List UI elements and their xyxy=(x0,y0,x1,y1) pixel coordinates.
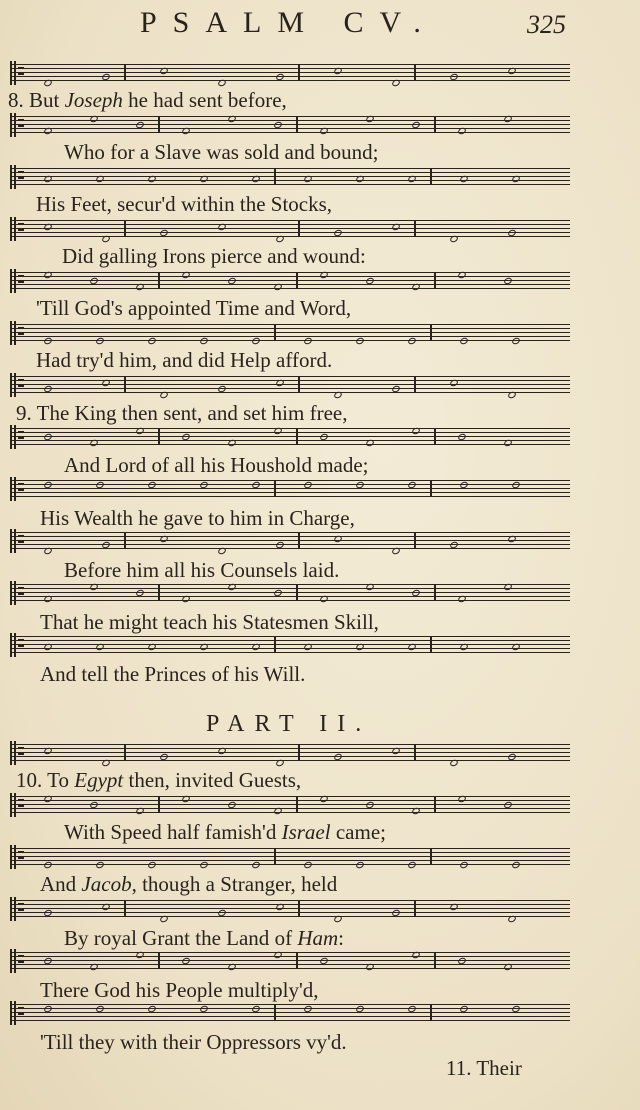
music-note xyxy=(89,583,99,592)
music-note xyxy=(333,915,343,924)
music-note xyxy=(217,79,227,88)
music-note xyxy=(459,337,469,346)
music-note xyxy=(449,379,459,388)
bar-line xyxy=(274,168,276,185)
music-note xyxy=(411,283,421,292)
music-note xyxy=(135,283,145,292)
music-note xyxy=(511,175,521,184)
music-note xyxy=(43,127,53,136)
bar-line xyxy=(434,952,436,969)
music-note xyxy=(391,223,401,232)
music-note xyxy=(511,337,521,346)
music-note xyxy=(365,115,375,124)
music-note xyxy=(391,747,401,756)
music-note xyxy=(181,795,191,804)
music-note xyxy=(507,67,517,76)
clef-icon xyxy=(10,321,26,345)
music-staff xyxy=(10,64,570,82)
music-note xyxy=(507,915,517,924)
music-note xyxy=(89,439,99,448)
music-staff xyxy=(10,1004,570,1022)
music-note xyxy=(43,223,53,232)
lyric-line: His Feet, secur'd within the Stocks, xyxy=(36,192,333,216)
lyric-line: Did galling Irons pierce and wound: xyxy=(62,244,366,268)
music-note xyxy=(449,903,459,912)
music-note xyxy=(227,583,237,592)
music-note xyxy=(275,759,285,768)
music-note xyxy=(273,427,283,436)
bar-line xyxy=(158,584,160,601)
page-header-title: PSALM CV. xyxy=(140,6,437,39)
music-staff xyxy=(10,848,570,866)
bar-line xyxy=(430,1004,432,1021)
music-note xyxy=(181,271,191,280)
music-note xyxy=(319,271,329,280)
music-note xyxy=(391,547,401,556)
bar-line xyxy=(298,900,300,917)
music-staff xyxy=(10,272,570,290)
music-note xyxy=(459,861,469,870)
bar-line xyxy=(414,376,416,393)
bar-line xyxy=(296,952,298,969)
bar-line xyxy=(158,952,160,969)
clef-icon xyxy=(10,165,26,189)
music-note xyxy=(273,283,283,292)
bar-line xyxy=(158,116,160,133)
music-staff xyxy=(10,168,570,186)
music-note xyxy=(43,861,53,870)
bar-line xyxy=(296,796,298,813)
music-note xyxy=(43,79,53,88)
bar-line xyxy=(414,220,416,237)
music-note xyxy=(95,337,105,346)
bar-line xyxy=(430,636,432,653)
bar-line xyxy=(298,220,300,237)
bar-line xyxy=(434,116,436,133)
bar-line xyxy=(296,272,298,289)
bar-line xyxy=(158,272,160,289)
bar-line xyxy=(124,532,126,549)
lyric-line: And Jacob, though a Stranger, held xyxy=(40,872,338,896)
music-note xyxy=(227,963,237,972)
music-note xyxy=(407,175,417,184)
music-note xyxy=(303,643,313,652)
clef-icon xyxy=(10,633,26,657)
clef-icon xyxy=(10,741,26,765)
bar-line xyxy=(298,376,300,393)
bar-line xyxy=(274,1004,276,1021)
music-note xyxy=(407,337,417,346)
music-note xyxy=(275,379,285,388)
bar-line xyxy=(296,584,298,601)
music-note xyxy=(43,795,53,804)
music-note xyxy=(251,175,261,184)
music-note xyxy=(273,951,283,960)
lyric-line: With Speed half famish'd Israel came; xyxy=(64,820,386,844)
section-title: PART II. xyxy=(206,711,372,737)
music-note xyxy=(503,583,513,592)
music-note xyxy=(407,861,417,870)
music-note xyxy=(411,951,421,960)
music-note xyxy=(159,391,169,400)
music-note xyxy=(199,337,209,346)
lyric-line: 10. To Egypt then, invited Guests, xyxy=(16,768,302,792)
catchword: 11. Their xyxy=(446,1056,522,1080)
music-note xyxy=(391,79,401,88)
bar-line xyxy=(298,744,300,761)
music-note xyxy=(43,747,53,756)
music-note xyxy=(355,337,365,346)
music-staff xyxy=(10,952,570,970)
music-note xyxy=(319,127,329,136)
bar-line xyxy=(430,168,432,185)
music-note xyxy=(303,861,313,870)
music-staff xyxy=(10,324,570,342)
lyric-line: 9. The King then sent, and set him free, xyxy=(16,401,348,425)
bar-line xyxy=(430,324,432,341)
music-note xyxy=(457,127,467,136)
music-note xyxy=(251,861,261,870)
bar-line xyxy=(296,116,298,133)
clef-icon xyxy=(10,529,26,553)
music-note xyxy=(459,175,469,184)
music-staff xyxy=(10,480,570,498)
music-note xyxy=(365,583,375,592)
music-note xyxy=(507,535,517,544)
music-note xyxy=(511,861,521,870)
music-note xyxy=(43,547,53,556)
bar-line xyxy=(124,220,126,237)
music-note xyxy=(89,963,99,972)
music-note xyxy=(159,915,169,924)
music-note xyxy=(135,951,145,960)
music-staff xyxy=(10,796,570,814)
clef-icon xyxy=(10,793,26,817)
music-note xyxy=(355,643,365,652)
bar-line xyxy=(124,64,126,81)
music-note xyxy=(43,595,53,604)
music-note xyxy=(89,115,99,124)
music-note xyxy=(355,175,365,184)
music-staff xyxy=(10,900,570,918)
lyric-line: By royal Grant the Land of Ham: xyxy=(64,926,344,950)
clef-icon xyxy=(10,897,26,921)
music-note xyxy=(507,391,517,400)
music-note xyxy=(135,427,145,436)
bar-line xyxy=(434,584,436,601)
music-note xyxy=(43,271,53,280)
music-note xyxy=(333,391,343,400)
music-note xyxy=(95,643,105,652)
music-staff xyxy=(10,584,570,602)
music-note xyxy=(147,175,157,184)
clef-icon xyxy=(10,425,26,449)
clef-icon xyxy=(10,949,26,973)
music-note xyxy=(319,795,329,804)
music-staff xyxy=(10,636,570,654)
music-note xyxy=(503,439,513,448)
music-note xyxy=(199,861,209,870)
lyric-line: 'Till they with their Oppressors vy'd. xyxy=(40,1030,347,1054)
music-note xyxy=(365,963,375,972)
clef-icon xyxy=(10,269,26,293)
music-note xyxy=(101,759,111,768)
lyric-line: 'Till God's appointed Time and Word, xyxy=(36,296,352,320)
music-note xyxy=(199,175,209,184)
music-note xyxy=(227,115,237,124)
bar-line xyxy=(414,64,416,81)
music-note xyxy=(511,643,521,652)
music-note xyxy=(159,535,169,544)
lyric-line: Before him all his Counsels laid. xyxy=(64,558,340,582)
bar-line xyxy=(124,376,126,393)
lyric-line: Had try'd him, and did Help afford. xyxy=(36,348,333,372)
lyric-line: 8. But Joseph he had sent before, xyxy=(8,88,287,112)
lyric-line: And tell the Princes of his Will. xyxy=(40,662,306,686)
music-note xyxy=(407,643,417,652)
bar-line xyxy=(414,744,416,761)
bar-line xyxy=(124,744,126,761)
music-note xyxy=(273,807,283,816)
music-note xyxy=(217,747,227,756)
music-note xyxy=(365,439,375,448)
bar-line xyxy=(296,428,298,445)
music-note xyxy=(217,547,227,556)
lyric-line: His Wealth he gave to him in Charge, xyxy=(40,506,355,530)
music-staff xyxy=(10,428,570,446)
music-note xyxy=(101,379,111,388)
music-note xyxy=(333,67,343,76)
music-note xyxy=(503,115,513,124)
music-note xyxy=(449,235,459,244)
music-note xyxy=(275,903,285,912)
clef-icon xyxy=(10,113,26,137)
lyric-line: And Lord of all his Houshold made; xyxy=(64,453,369,477)
clef-icon xyxy=(10,477,26,501)
music-note xyxy=(43,643,53,652)
music-note xyxy=(135,807,145,816)
music-note xyxy=(227,439,237,448)
bar-line xyxy=(274,636,276,653)
music-note xyxy=(303,175,313,184)
clef-icon xyxy=(10,61,26,85)
music-note xyxy=(43,175,53,184)
music-note xyxy=(251,643,261,652)
bar-line xyxy=(274,480,276,497)
music-note xyxy=(411,427,421,436)
music-note xyxy=(199,643,209,652)
music-note xyxy=(355,861,365,870)
music-note xyxy=(319,595,329,604)
music-note xyxy=(43,337,53,346)
bar-line xyxy=(298,64,300,81)
music-note xyxy=(503,963,513,972)
bar-line xyxy=(158,428,160,445)
music-staff xyxy=(10,116,570,134)
music-note xyxy=(95,861,105,870)
bar-line xyxy=(274,324,276,341)
clef-icon xyxy=(10,1001,26,1025)
clef-icon xyxy=(10,217,26,241)
music-note xyxy=(411,807,421,816)
music-note xyxy=(101,903,111,912)
music-note xyxy=(181,595,191,604)
clef-icon xyxy=(10,581,26,605)
bar-line xyxy=(414,900,416,917)
bar-line xyxy=(158,796,160,813)
lyric-line: That he might teach his Statesmen Skill, xyxy=(40,610,379,634)
bar-line xyxy=(434,796,436,813)
bar-line xyxy=(274,848,276,865)
music-note xyxy=(449,759,459,768)
bar-line xyxy=(298,532,300,549)
music-note xyxy=(333,535,343,544)
music-staff xyxy=(10,744,570,762)
clef-icon xyxy=(10,373,26,397)
music-note xyxy=(101,235,111,244)
lyric-line: Who for a Slave was sold and bound; xyxy=(64,140,379,164)
clef-icon xyxy=(10,845,26,869)
music-note xyxy=(275,235,285,244)
music-staff xyxy=(10,532,570,550)
music-note xyxy=(147,861,157,870)
bar-line xyxy=(430,480,432,497)
bar-line xyxy=(430,848,432,865)
music-note xyxy=(459,643,469,652)
bar-line xyxy=(434,428,436,445)
lyric-line: There God his People multiply'd, xyxy=(40,978,319,1002)
music-note xyxy=(147,337,157,346)
bar-line xyxy=(414,532,416,549)
music-note xyxy=(251,337,261,346)
bar-line xyxy=(124,900,126,917)
music-note xyxy=(159,67,169,76)
music-note xyxy=(147,643,157,652)
music-note xyxy=(457,595,467,604)
music-note xyxy=(303,337,313,346)
page-number: 325 xyxy=(527,10,566,39)
bar-line xyxy=(434,272,436,289)
music-staff xyxy=(10,376,570,394)
music-staff xyxy=(10,220,570,238)
music-note xyxy=(217,223,227,232)
music-note xyxy=(95,175,105,184)
music-note xyxy=(457,795,467,804)
music-note xyxy=(457,271,467,280)
music-note xyxy=(181,127,191,136)
